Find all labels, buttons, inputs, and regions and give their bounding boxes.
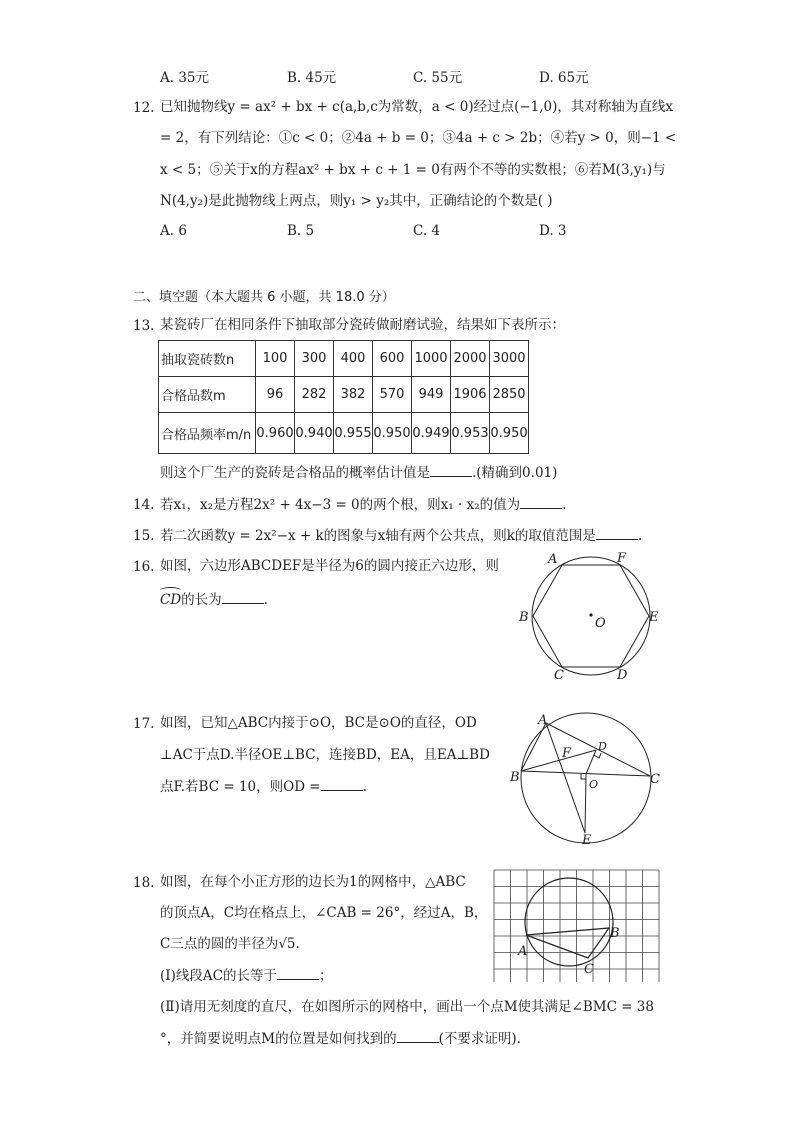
q13-number: 13. bbox=[133, 318, 155, 334]
label-o: O bbox=[595, 616, 606, 631]
q14-line bbox=[160, 494, 566, 515]
table-cell: 0.949 bbox=[412, 413, 451, 454]
table-cell: 300 bbox=[295, 341, 334, 377]
label-f: F bbox=[562, 746, 572, 761]
q18-line-2: 的顶点A，C均在格点上，∠CAB = 26°，经过A，B， bbox=[160, 905, 488, 921]
right-angle-mark-o bbox=[581, 774, 586, 779]
q16-number: 16. bbox=[133, 559, 155, 575]
q18-part-1-text: (Ⅰ)线段AC的长等于 bbox=[160, 968, 277, 984]
q12-option-c: C. 4 bbox=[413, 223, 441, 239]
label-b: B bbox=[519, 610, 529, 625]
label-b: B bbox=[510, 770, 520, 785]
q18-part-2-line-1: (Ⅱ)请用无刻度的直尺，在如图所示的网格中，画出一个点M使其满足∠BMC = 38 bbox=[160, 999, 654, 1015]
q17-suffix: . bbox=[362, 779, 367, 795]
table-cell: 1000 bbox=[412, 341, 451, 377]
q15-line bbox=[160, 525, 642, 546]
table-cell: 570 bbox=[373, 377, 412, 413]
table-cell: 2850 bbox=[490, 377, 529, 413]
label-d: D bbox=[598, 740, 607, 753]
q18-line-1: 如图，在每个小正方形的边长为1的网格中，△ABC bbox=[160, 874, 466, 890]
table-cell: 400 bbox=[334, 341, 373, 377]
q14-number: 14. bbox=[133, 497, 155, 513]
q15-suffix: . bbox=[637, 528, 643, 544]
q12-option-b: B. 5 bbox=[287, 223, 315, 239]
q11-option-c: C. 55元 bbox=[413, 70, 463, 86]
q17-line-1: 如图，已知△ABC内接于⊙O，BC是⊙O的直径，OD bbox=[160, 715, 477, 731]
table-cell: 2000 bbox=[451, 341, 490, 377]
label-f: F bbox=[617, 551, 627, 566]
table-cell: 100 bbox=[256, 341, 295, 377]
q13-question-suffix: .(精确到0.01) bbox=[472, 465, 558, 481]
q18-part-2-text: °，并简要说明点M的位置是如何找到的 bbox=[160, 1031, 397, 1047]
table-cell: 0.940 bbox=[295, 413, 334, 454]
label-c: C bbox=[650, 772, 660, 787]
q13-data-table bbox=[158, 340, 529, 454]
q16-arc-cd: CD bbox=[160, 590, 181, 610]
q17-circle-figure bbox=[505, 708, 665, 853]
answer-blank bbox=[596, 525, 638, 540]
segment-bd bbox=[521, 750, 596, 771]
table-row bbox=[159, 413, 529, 454]
table-row-header: 抽取瓷砖数n bbox=[159, 341, 256, 377]
label-d: D bbox=[617, 668, 628, 683]
q12-number: 12. bbox=[133, 100, 155, 116]
table-row bbox=[159, 341, 529, 377]
section-title: 二、填空题（本大题共 6 小题，共 18.0 分） bbox=[133, 290, 395, 305]
table-cell: 282 bbox=[295, 377, 334, 413]
q18-part-1 bbox=[160, 965, 332, 986]
q18-number: 18. bbox=[133, 875, 155, 891]
label-e: E bbox=[649, 610, 659, 625]
q17-line-3 bbox=[160, 776, 367, 797]
right-angle-mark-d bbox=[594, 753, 601, 758]
table-cell: 1906 bbox=[451, 377, 490, 413]
table-cell: 949 bbox=[412, 377, 451, 413]
q16-hexagon-figure bbox=[510, 548, 670, 688]
q17-text: 点F.若BC = 10，则OD = bbox=[160, 779, 321, 795]
q12-option-d: D. 3 bbox=[539, 223, 567, 239]
table-row bbox=[159, 377, 529, 413]
table-cell: 96 bbox=[256, 377, 295, 413]
table-cell: 0.960 bbox=[256, 413, 295, 454]
q16-line-2 bbox=[160, 589, 268, 610]
answer-blank bbox=[222, 589, 264, 604]
q16-text: 的长为 bbox=[181, 592, 222, 608]
q18-part-2-line-2 bbox=[160, 1028, 521, 1049]
label-c: C bbox=[584, 962, 594, 977]
label-b: B bbox=[610, 926, 620, 941]
q18-part-2-suffix: (不要求证明). bbox=[438, 1031, 521, 1047]
q18-grid-figure bbox=[490, 867, 662, 982]
q11-option-a: A. 35元 bbox=[160, 70, 210, 86]
q18-part-1-suffix: ； bbox=[318, 968, 333, 984]
q12-line-2: = 2，有下列结论：①c < 0；②4a + b = 0；③4a + c > 2b；④若y > 0，则−1 < bbox=[160, 130, 677, 146]
label-a: A bbox=[548, 552, 558, 567]
q12-option-a: A. 6 bbox=[160, 223, 187, 239]
q11-option-d: D. 65元 bbox=[539, 70, 589, 86]
q12-line-1: 已知抛物线y = ax² + bx + c(a,b,c为常数，a < 0)经过点(−1,0)，其对称轴为直线x bbox=[160, 99, 674, 115]
q13-text: 某瓷砖厂在相同条件下抽取部分瓷砖做耐磨试验，结果如下表所示： bbox=[160, 317, 565, 333]
answer-blank bbox=[520, 494, 562, 509]
label-c: C bbox=[554, 668, 564, 683]
label-e: E bbox=[582, 833, 592, 848]
table-cell: 3000 bbox=[490, 341, 529, 377]
q13-question-line bbox=[160, 462, 557, 483]
q16-suffix: . bbox=[263, 592, 268, 608]
q14-text: 若x₁，x₂是方程2x² + 4x−3 = 0的两个根，则x₁ · x₂的值为 bbox=[160, 497, 521, 513]
table-cell: 600 bbox=[373, 341, 412, 377]
segment-ab bbox=[521, 723, 546, 771]
answer-blank bbox=[321, 776, 363, 791]
q12-line-3: x < 5；⑤关于x的方程ax² + bx + c + 1 = 0有两个不等的实数根；⑥若M(3,y₁)与 bbox=[160, 162, 666, 178]
label-o: O bbox=[589, 778, 599, 791]
answer-blank bbox=[430, 462, 472, 477]
q16-line-1: 如图，六边形ABCDEF是半径为6的圆内接正六边形，则 bbox=[160, 558, 499, 574]
q15-text: 若二次函数y = 2x²−x + k的图象与x轴有两个公共点，则k的取值范围是 bbox=[160, 528, 596, 544]
q17-number: 17. bbox=[133, 716, 155, 732]
center-point bbox=[589, 613, 592, 616]
segment-od bbox=[586, 750, 596, 774]
q17-line-2: ⊥AC于点D.半径OE⊥BC，连接BD，EA，且EA⊥BD bbox=[160, 747, 490, 763]
table-cell: 0.950 bbox=[373, 413, 412, 454]
q14-suffix: . bbox=[562, 497, 567, 513]
segment-oe bbox=[585, 774, 586, 833]
q15-number: 15. bbox=[133, 528, 155, 544]
table-cell: 0.950 bbox=[490, 413, 529, 454]
q13-question-text: 则这个厂生产的瓷砖是合格品的概率估计值是 bbox=[160, 465, 430, 481]
label-a: A bbox=[538, 713, 548, 728]
q18-line-3: C三点的圆的半径为√5. bbox=[160, 936, 300, 952]
table-row-header: 合格品频率m/n bbox=[159, 413, 256, 454]
table-cell: 0.955 bbox=[334, 413, 373, 454]
label-a: A bbox=[518, 944, 528, 959]
table-cell: 382 bbox=[334, 377, 373, 413]
answer-blank bbox=[277, 965, 319, 980]
table-cell: 0.953 bbox=[451, 413, 490, 454]
table-row-header: 合格品数m bbox=[159, 377, 256, 413]
q12-line-4: N(4,y₂)是此抛物线上两点，则y₁ > y₂其中，正确结论的个数是( ) bbox=[160, 193, 553, 209]
q11-option-b: B. 45元 bbox=[287, 70, 337, 86]
answer-blank bbox=[397, 1028, 439, 1043]
